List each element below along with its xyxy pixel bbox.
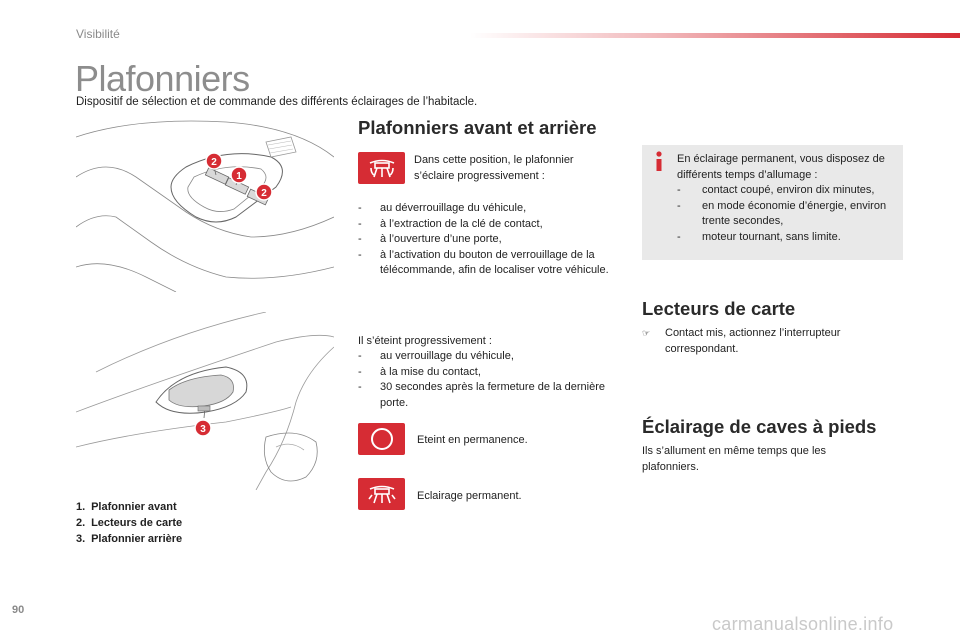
list-item: - contact coupé, environ dix minutes, xyxy=(677,183,899,199)
illustration-legend xyxy=(76,499,182,547)
info-intro: En éclairage permanent, vous disposez de différents temps d’allumage : xyxy=(677,153,885,181)
info-icon xyxy=(650,150,668,172)
list-item: - 30 secondes après la fermeture de la dernière porte. xyxy=(358,380,614,411)
list-item: - au verrouillage du véhicule, xyxy=(358,349,614,365)
callout-2b: 2 xyxy=(261,188,267,199)
info-text xyxy=(677,152,899,245)
info-list xyxy=(677,183,899,245)
light-off-icon xyxy=(358,423,405,455)
page-number: 90 xyxy=(12,604,25,616)
rear-ceiling-illustration xyxy=(76,312,334,490)
legend-item: 1. Plafonnier avant xyxy=(76,501,177,513)
page-subtitle: Dispositif de sélection et de commande des différents éclairages de l’habitacle. xyxy=(76,96,478,108)
header-accent-bar xyxy=(470,33,960,38)
permanent-mode-label: Eclairage permanent. xyxy=(417,490,522,502)
list-item: - à l’extraction de la clé de contact, xyxy=(358,217,614,233)
callout-1: 1 xyxy=(236,171,242,182)
door-courtesy-light-icon xyxy=(358,152,405,184)
off-mode-label: Eteint en permanence. xyxy=(417,434,528,446)
watermark: carmanualsonline.info xyxy=(712,614,894,634)
callout-3: 3 xyxy=(200,424,206,435)
page-title: Plafonniers xyxy=(75,58,250,99)
legend-item: 3. Plafonnier arrière xyxy=(76,533,183,545)
heading-plafonniers: Plafonniers avant et arrière xyxy=(358,117,597,138)
progressive-intro: Dans cette position, le plafonnier s’éclaire progressivement : xyxy=(414,154,574,182)
list-item: - en mode économie d’énergie, environ trente secondes, xyxy=(677,199,899,230)
on-conditions-list xyxy=(358,201,614,279)
off-conditions-list xyxy=(358,349,614,411)
front-ceiling-illustration xyxy=(76,117,334,292)
off-intro: Il s’éteint progressivement : xyxy=(358,335,492,347)
arrow-bullet-icon: ☞ xyxy=(642,328,651,338)
lecteurs-body: Contact mis, actionnez l’interrupteur correspondant. xyxy=(665,327,841,355)
section-tag: Visibilité xyxy=(76,27,120,41)
list-item: - moteur tournant, sans limite. xyxy=(677,230,899,246)
lecteurs-text xyxy=(642,326,892,357)
list-item: - à la mise du contact, xyxy=(358,365,614,381)
legend-item: 2. Lecteurs de carte xyxy=(76,517,183,529)
callout-2a: 2 xyxy=(211,157,217,168)
heading-eclairage: Éclairage de caves à pieds xyxy=(642,416,877,437)
list-item: - à l’ouverture d’une porte, xyxy=(358,232,614,248)
heading-lecteurs: Lecteurs de carte xyxy=(642,298,796,319)
eclairage-text: Ils s’allument en même temps que les plafonniers. xyxy=(642,445,827,473)
list-item: - à l’activation du bouton de verrouillage de la télécommande, afin de localiser votre véhicule. xyxy=(358,248,614,279)
list-item: - au déverrouillage du véhicule, xyxy=(358,201,614,217)
light-permanent-icon xyxy=(358,478,405,510)
